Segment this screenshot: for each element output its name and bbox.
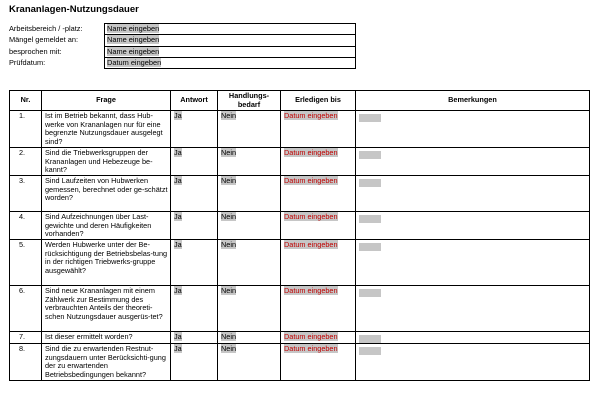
answer-value: Ja — [174, 148, 182, 157]
answer-value: Ja — [174, 240, 182, 249]
action-needed-dropdown[interactable] — [218, 286, 281, 332]
due-date-value: Datum eingeben — [284, 176, 338, 185]
remarks-placeholder — [359, 215, 381, 223]
row-number: 2. — [10, 148, 42, 176]
action-needed-value: Nein — [221, 344, 237, 353]
table-row — [10, 111, 590, 148]
table-row — [10, 176, 590, 212]
question-text: Ist im Betrieb bekannt, dass Hub-werke von Krananlagen nur für eine begrenzte Nutzungsdauer ausgelegt sind? — [42, 111, 171, 148]
action-needed-value: Nein — [221, 332, 237, 341]
answer-value: Ja — [174, 286, 182, 295]
due-date-field[interactable] — [281, 111, 356, 148]
question-text: Sind Aufzeichnungen über Last-gewichte und deren Häufigkeiten vorhanden? — [42, 212, 171, 240]
header-frage: Frage — [42, 91, 171, 111]
due-date-value: Datum eingeben — [284, 344, 338, 353]
question-text: Sind die zu erwartenden Restnut-zungsdauern unter Berücksichti-gung der zu erwartenden Betriebsbedingungen bekannt? — [42, 344, 171, 381]
header-nr: Nr. — [10, 91, 42, 111]
table-row — [10, 240, 590, 286]
due-date-field[interactable] — [281, 240, 356, 286]
answer-value: Ja — [174, 176, 182, 185]
action-needed-value: Nein — [221, 176, 237, 185]
due-date-value: Datum eingeben — [284, 240, 338, 249]
besprochen-mit-field[interactable] — [105, 46, 356, 57]
action-needed-value: Nein — [221, 212, 237, 221]
due-date-field[interactable] — [281, 286, 356, 332]
remarks-placeholder — [359, 289, 381, 297]
due-date-field[interactable] — [281, 176, 356, 212]
due-date-value: Datum eingeben — [284, 332, 338, 341]
remarks-placeholder — [359, 243, 381, 251]
action-needed-value: Nein — [221, 148, 237, 157]
info-row-maengel — [9, 35, 356, 46]
remarks-field[interactable] — [356, 344, 590, 381]
answer-dropdown[interactable] — [171, 332, 218, 344]
header-erledigen-bis: Erledigen bis — [281, 91, 356, 111]
info-row-arbeitsbereich — [9, 24, 356, 35]
due-date-field[interactable] — [281, 212, 356, 240]
row-number: 7. — [10, 332, 42, 344]
remarks-field[interactable] — [356, 332, 590, 344]
row-number: 6. — [10, 286, 42, 332]
arbeitsbereich-field[interactable] — [105, 24, 356, 35]
table-header-row — [10, 91, 590, 111]
remarks-field[interactable] — [356, 148, 590, 176]
remarks-field[interactable] — [356, 286, 590, 332]
info-label: besprochen mit: — [9, 46, 62, 56]
answer-dropdown[interactable] — [171, 240, 218, 286]
remarks-field[interactable] — [356, 176, 590, 212]
info-row-pruefdatum — [9, 57, 356, 68]
remarks-placeholder — [359, 347, 381, 355]
answer-value: Ja — [174, 111, 182, 120]
row-number: 8. — [10, 344, 42, 381]
row-number: 3. — [10, 176, 42, 212]
answer-value: Ja — [174, 212, 182, 221]
action-needed-value: Nein — [221, 286, 237, 295]
action-needed-value: Nein — [221, 111, 237, 120]
action-needed-dropdown[interactable] — [218, 148, 281, 176]
due-date-value: Datum eingeben — [284, 212, 338, 221]
answer-dropdown[interactable] — [171, 212, 218, 240]
remarks-placeholder — [359, 335, 381, 343]
answer-dropdown[interactable] — [171, 148, 218, 176]
info-label: Mängel gemeldet an: — [9, 35, 79, 45]
table-row — [10, 344, 590, 381]
row-number: 1. — [10, 111, 42, 148]
pruefdatum-field[interactable] — [105, 57, 356, 68]
due-date-value: Datum eingeben — [284, 286, 338, 295]
table-row — [10, 148, 590, 176]
row-number: 5. — [10, 240, 42, 286]
remarks-placeholder — [359, 151, 381, 159]
page-title: Krananlagen-Nutzungsdauer — [9, 4, 139, 15]
remarks-field[interactable] — [356, 111, 590, 148]
action-needed-value: Nein — [221, 240, 237, 249]
answer-dropdown[interactable] — [171, 286, 218, 332]
question-text: Sind die Triebwerksgruppen der Krananlagen und Hebezeuge be-kannt? — [42, 148, 171, 176]
field-value: Datum eingeben — [107, 57, 162, 67]
action-needed-dropdown[interactable] — [218, 111, 281, 148]
info-label: Prüfdatum: — [9, 57, 46, 67]
table-row — [10, 286, 590, 332]
remarks-field[interactable] — [356, 212, 590, 240]
info-label: Arbeitsbereich / -platz: — [9, 24, 83, 34]
field-value: Name eingeben — [107, 35, 160, 45]
question-text: Ist dieser ermittelt worden? — [42, 332, 171, 344]
maengel-gemeldet-field[interactable] — [105, 35, 356, 46]
answer-value: Ja — [174, 332, 182, 341]
table-row — [10, 332, 590, 344]
answer-dropdown[interactable] — [171, 176, 218, 212]
row-number: 4. — [10, 212, 42, 240]
field-value: Name eingeben — [107, 24, 160, 34]
answer-dropdown[interactable] — [171, 344, 218, 381]
action-needed-dropdown[interactable] — [218, 332, 281, 344]
checklist-table — [9, 90, 590, 381]
field-value: Name eingeben — [107, 46, 160, 56]
header-antwort: Antwort — [171, 91, 218, 111]
question-text: Sind Laufzeiten von Hubwerken gemessen, berechnet oder ge-schätzt worden? — [42, 176, 171, 212]
action-needed-dropdown[interactable] — [218, 240, 281, 286]
remarks-placeholder — [359, 179, 381, 187]
header-bemerkungen: Bemerkungen — [356, 91, 590, 111]
action-needed-dropdown[interactable] — [218, 212, 281, 240]
answer-value: Ja — [174, 344, 182, 353]
due-date-field[interactable] — [281, 344, 356, 381]
answer-dropdown[interactable] — [171, 111, 218, 148]
due-date-field[interactable] — [281, 332, 356, 344]
due-date-value: Datum eingeben — [284, 148, 338, 157]
remarks-field[interactable] — [356, 240, 590, 286]
info-form — [9, 23, 356, 69]
remarks-placeholder — [359, 114, 381, 122]
table-row — [10, 212, 590, 240]
question-text: Sind neue Krananlagen mit einem Zählwerk zur Bestimmung des verbrauchten Anteils der theoreti-schen Nutzungsdauer ausgerüs-tet? — [42, 286, 171, 332]
question-text: Werden Hubwerke unter der Be-rücksichtigung der Betriebsbelas-tung in der richtigen Triebwerks-gruppe ausgewählt? — [42, 240, 171, 286]
action-needed-dropdown[interactable] — [218, 344, 281, 381]
due-date-value: Datum eingeben — [284, 111, 338, 120]
header-handlungsbedarf: Handlungs-bedarf — [218, 91, 281, 111]
action-needed-dropdown[interactable] — [218, 176, 281, 212]
info-row-besprochen — [9, 46, 356, 57]
due-date-field[interactable] — [281, 148, 356, 176]
